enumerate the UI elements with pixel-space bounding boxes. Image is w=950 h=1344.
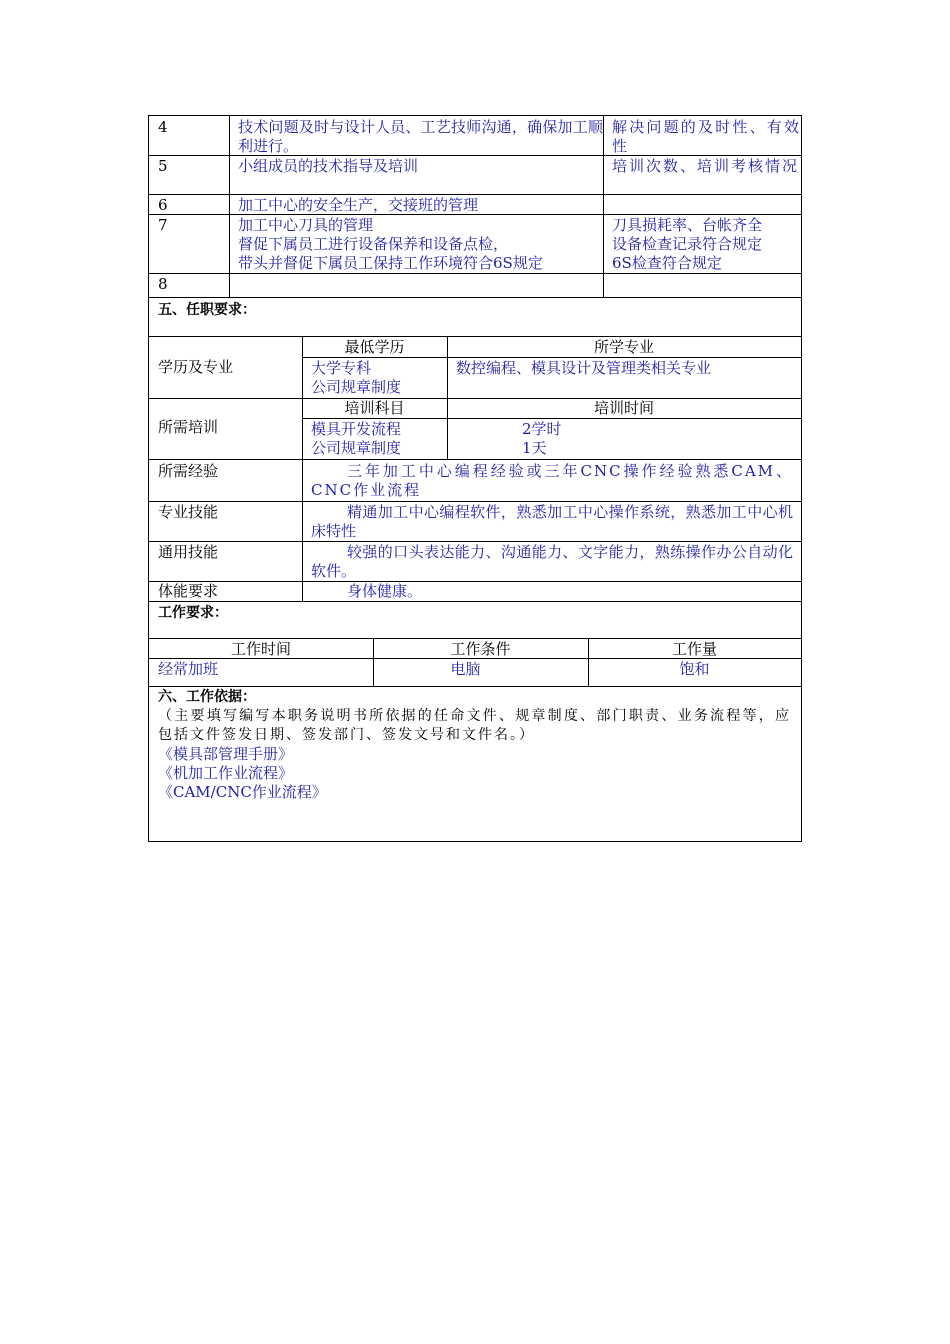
education-col1-header: 最低学历 [344, 338, 405, 356]
reference-document: 《CAM/CNC作业流程》 [158, 783, 327, 801]
work-requirements-title: 工作要求： [158, 605, 228, 621]
education-major: 数控编程、模具设计及管理类相关专业 [456, 359, 712, 377]
duty-standard-4: 解决问题的及时性、有效性 [612, 118, 801, 155]
duty-no-6: 6 [158, 196, 168, 214]
training-col1-header: 培训科目 [344, 399, 405, 417]
reference-document: 《模具部管理手册》 [158, 745, 294, 763]
work-condition-header: 工作条件 [450, 640, 511, 658]
duty-task-7: 加工中心刀具的管理 督促下属员工进行设备保养和设备点检， 带头并督促下属员工保持工作环境符合6S规定 [238, 216, 543, 272]
duty-no-7: 7 [158, 216, 168, 234]
work-time-header: 工作时间 [230, 640, 291, 658]
general-skills-label: 通用技能 [158, 543, 219, 561]
workload-header: 工作量 [671, 640, 717, 658]
education-label: 学历及专业 [158, 358, 234, 376]
education-col2-header: 所学专业 [593, 338, 654, 356]
duty-standard-5: 培训次数、培训考核情况 [612, 157, 800, 175]
general-skills-value: 较强的口头表达能力、沟通能力、文字能力，熟练操作办公自动化软件。 [311, 543, 793, 580]
duty-task-4: 技术问题及时与设计人员、工艺技师沟通，确保加工顺利进行。 [238, 118, 603, 155]
work-time-value: 经常加班 [158, 660, 219, 678]
reference-document: 《机加工作业流程》 [158, 764, 294, 782]
training-subjects: 模具开发流程 公司规章制度 [311, 420, 402, 457]
training-times: 2学时 1天 [522, 420, 562, 457]
work-condition-value: 电脑 [450, 660, 481, 678]
duty-no-8: 8 [158, 275, 168, 293]
section-6-instruction: （主要填写编写本职务说明书所依据的任命文件、规章制度、部门职责、业务流程等，应包括文件签发日期、签发部门、签发文号和文件名。） [158, 708, 791, 743]
section-5-title: 五、任职要求： [158, 302, 256, 318]
physical-label: 体能要求 [158, 582, 219, 600]
professional-skills-value: 精通加工中心编程软件，熟悉加工中心操作系统，熟悉加工中心机床特性 [311, 503, 793, 540]
duty-task-5: 小组成员的技术指导及培训 [238, 157, 419, 175]
duty-no-4: 4 [158, 118, 168, 136]
experience-value: 三年加工中心编程经验或三年CNC操作经验熟悉CAM、CNC作业流程 [311, 462, 793, 499]
professional-skills-label: 专业技能 [158, 503, 219, 521]
experience-label: 所需经验 [158, 462, 219, 480]
physical-value: 身体健康。 [347, 582, 423, 600]
duty-task-6: 加工中心的安全生产，交接班的管理 [238, 196, 479, 214]
duty-standard-7: 刀具损耗率、台帐齐全 设备检查记录符合规定 6S检查符合规定 [612, 216, 763, 272]
job-description-table [148, 115, 802, 842]
training-col2-header: 培训时间 [593, 399, 654, 417]
duty-no-5: 5 [158, 157, 168, 175]
education-min-degree: 大学专科 公司规章制度 [311, 359, 402, 396]
section-6-title: 六、工作依据： [158, 689, 256, 705]
training-label: 所需培训 [158, 418, 219, 436]
workload-value: 饱和 [679, 660, 710, 678]
